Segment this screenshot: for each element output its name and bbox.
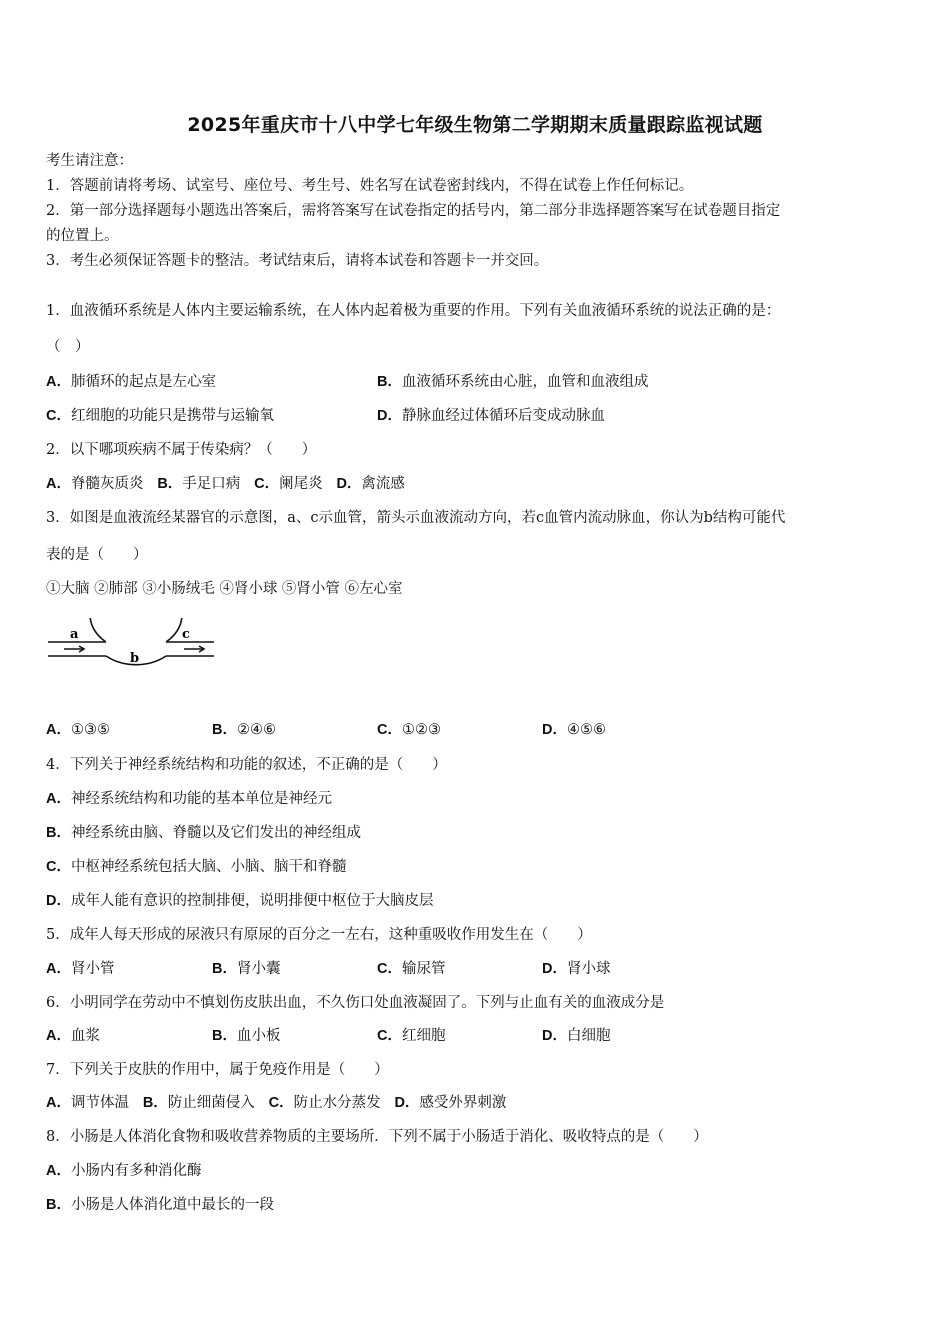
notice-line-2b: 的位置上。 [46,228,119,244]
q6-stem: 6．小明同学在劳动中不慎划伤皮肤出血，不久伤口处血液凝固了。下列与止血有关的血液成分是 [46,995,665,1011]
q3-items: ①大脑 ②肺部 ③小肠绒毛 ④肾小球 ⑤肾小管 ⑥左心室 [46,581,403,597]
q8-option-a: A．小肠内有多种消化酶 [46,1163,202,1179]
q4-option-c: C．中枢神经系统包括大脑、小脑、脑干和脊髓 [46,859,347,875]
q5-option-b: B．肾小囊 [212,961,281,977]
q8-stem: 8．小肠是人体消化食物和吸收营养物质的主要场所．下列不属于小肠适于消化、吸收特点的是（ ） [46,1129,708,1145]
q1-option-c: C．红细胞的功能只是携带与运输氧 [46,408,274,424]
q1-option-a: A．肺循环的起点是左心室 [46,374,216,390]
fig-label-a: a [70,627,79,642]
q3-option-b: B．②④⑥ [212,722,276,738]
q3-stem-1: 3．如图是血液流经某器官的示意图，a、c示血管，箭头示血液流动方向，若c血管内流动脉血，你认为b结构可能代 [46,510,786,526]
notice-line-1: 1．答题前请将考场、试室号、座位号、考生号、姓名写在试卷密封线内，不得在试卷上作任何标记。 [46,178,694,194]
notice-heading: 考生请注意： [46,153,133,169]
q1-stem: 1．血液循环系统是人体内主要运输系统，在人体内起着极为重要的作用。下列有关血液循环系统的说法正确的是： [46,303,781,319]
q2-stem: 2．以下哪项疾病不属于传染病？（ ） [46,442,317,458]
q3-option-d: D．④⑤⑥ [542,722,606,738]
q1-paren: （ ） [46,339,90,355]
q5-option-a: A．肾小管 [46,961,115,977]
notice-line-2a: 2．第一部分选择题每小题选出答案后，需将答案写在试卷指定的括号内，第二部分非选择题答案写在试卷题目指定 [46,203,781,219]
q3-option-c: C．①②③ [377,722,441,738]
q6-option-b: B．血小板 [212,1028,281,1044]
page-title: 2025年重庆市十八中学七年级生物第二学期期末质量跟踪监视试题 [187,114,763,136]
notice-line-3: 3．考生必须保证答题卡的整洁。考试结束后，请将本试卷和答题卡一并交回。 [46,253,549,269]
q6-option-c: C．红细胞 [377,1028,446,1044]
q5-stem: 5．成年人每天形成的尿液只有原尿的百分之一左右，这种重吸收作用发生在（ ） [46,927,592,943]
q3-option-a: A．①③⑤ [46,722,110,738]
q4-stem: 4．下列关于神经系统结构和功能的叙述，不正确的是（ ） [46,757,447,773]
q4-option-d: D．成年人能有意识的控制排便，说明排便中枢位于大脑皮层 [46,893,434,909]
fig-label-b: b [130,651,140,666]
fig-label-c: c [182,627,190,642]
q7-options: A．调节体温 B．防止细菌侵入 C．防止水分蒸发 D．感受外界刺激 [46,1095,507,1111]
q6-option-d: D．白细胞 [542,1028,611,1044]
q4-option-b: B．神经系统由脑、脊髓以及它们发出的神经组成 [46,825,361,841]
q1-option-b: B．血液循环系统由心脏，血管和血液组成 [377,374,649,390]
q7-stem: 7．下列关于皮肤的作用中，属于免疫作用是（ ） [46,1062,389,1078]
q1-option-d: D．静脉血经过体循环后变成动脉血 [377,408,605,424]
q5-option-d: D．肾小球 [542,961,611,977]
q5-option-c: C．输尿管 [377,961,446,977]
q2-options: A．脊髓灰质炎 B．手足口病 C．阑尾炎 D．禽流感 [46,476,405,492]
q6-option-a: A．血浆 [46,1028,100,1044]
q3-stem-2: 表的是（ ） [46,547,148,563]
blood-flow-diagram [44,618,224,690]
q4-option-a: A．神经系统结构和功能的基本单位是神经元 [46,791,332,807]
q8-option-b: B．小肠是人体消化道中最长的一段 [46,1197,274,1213]
